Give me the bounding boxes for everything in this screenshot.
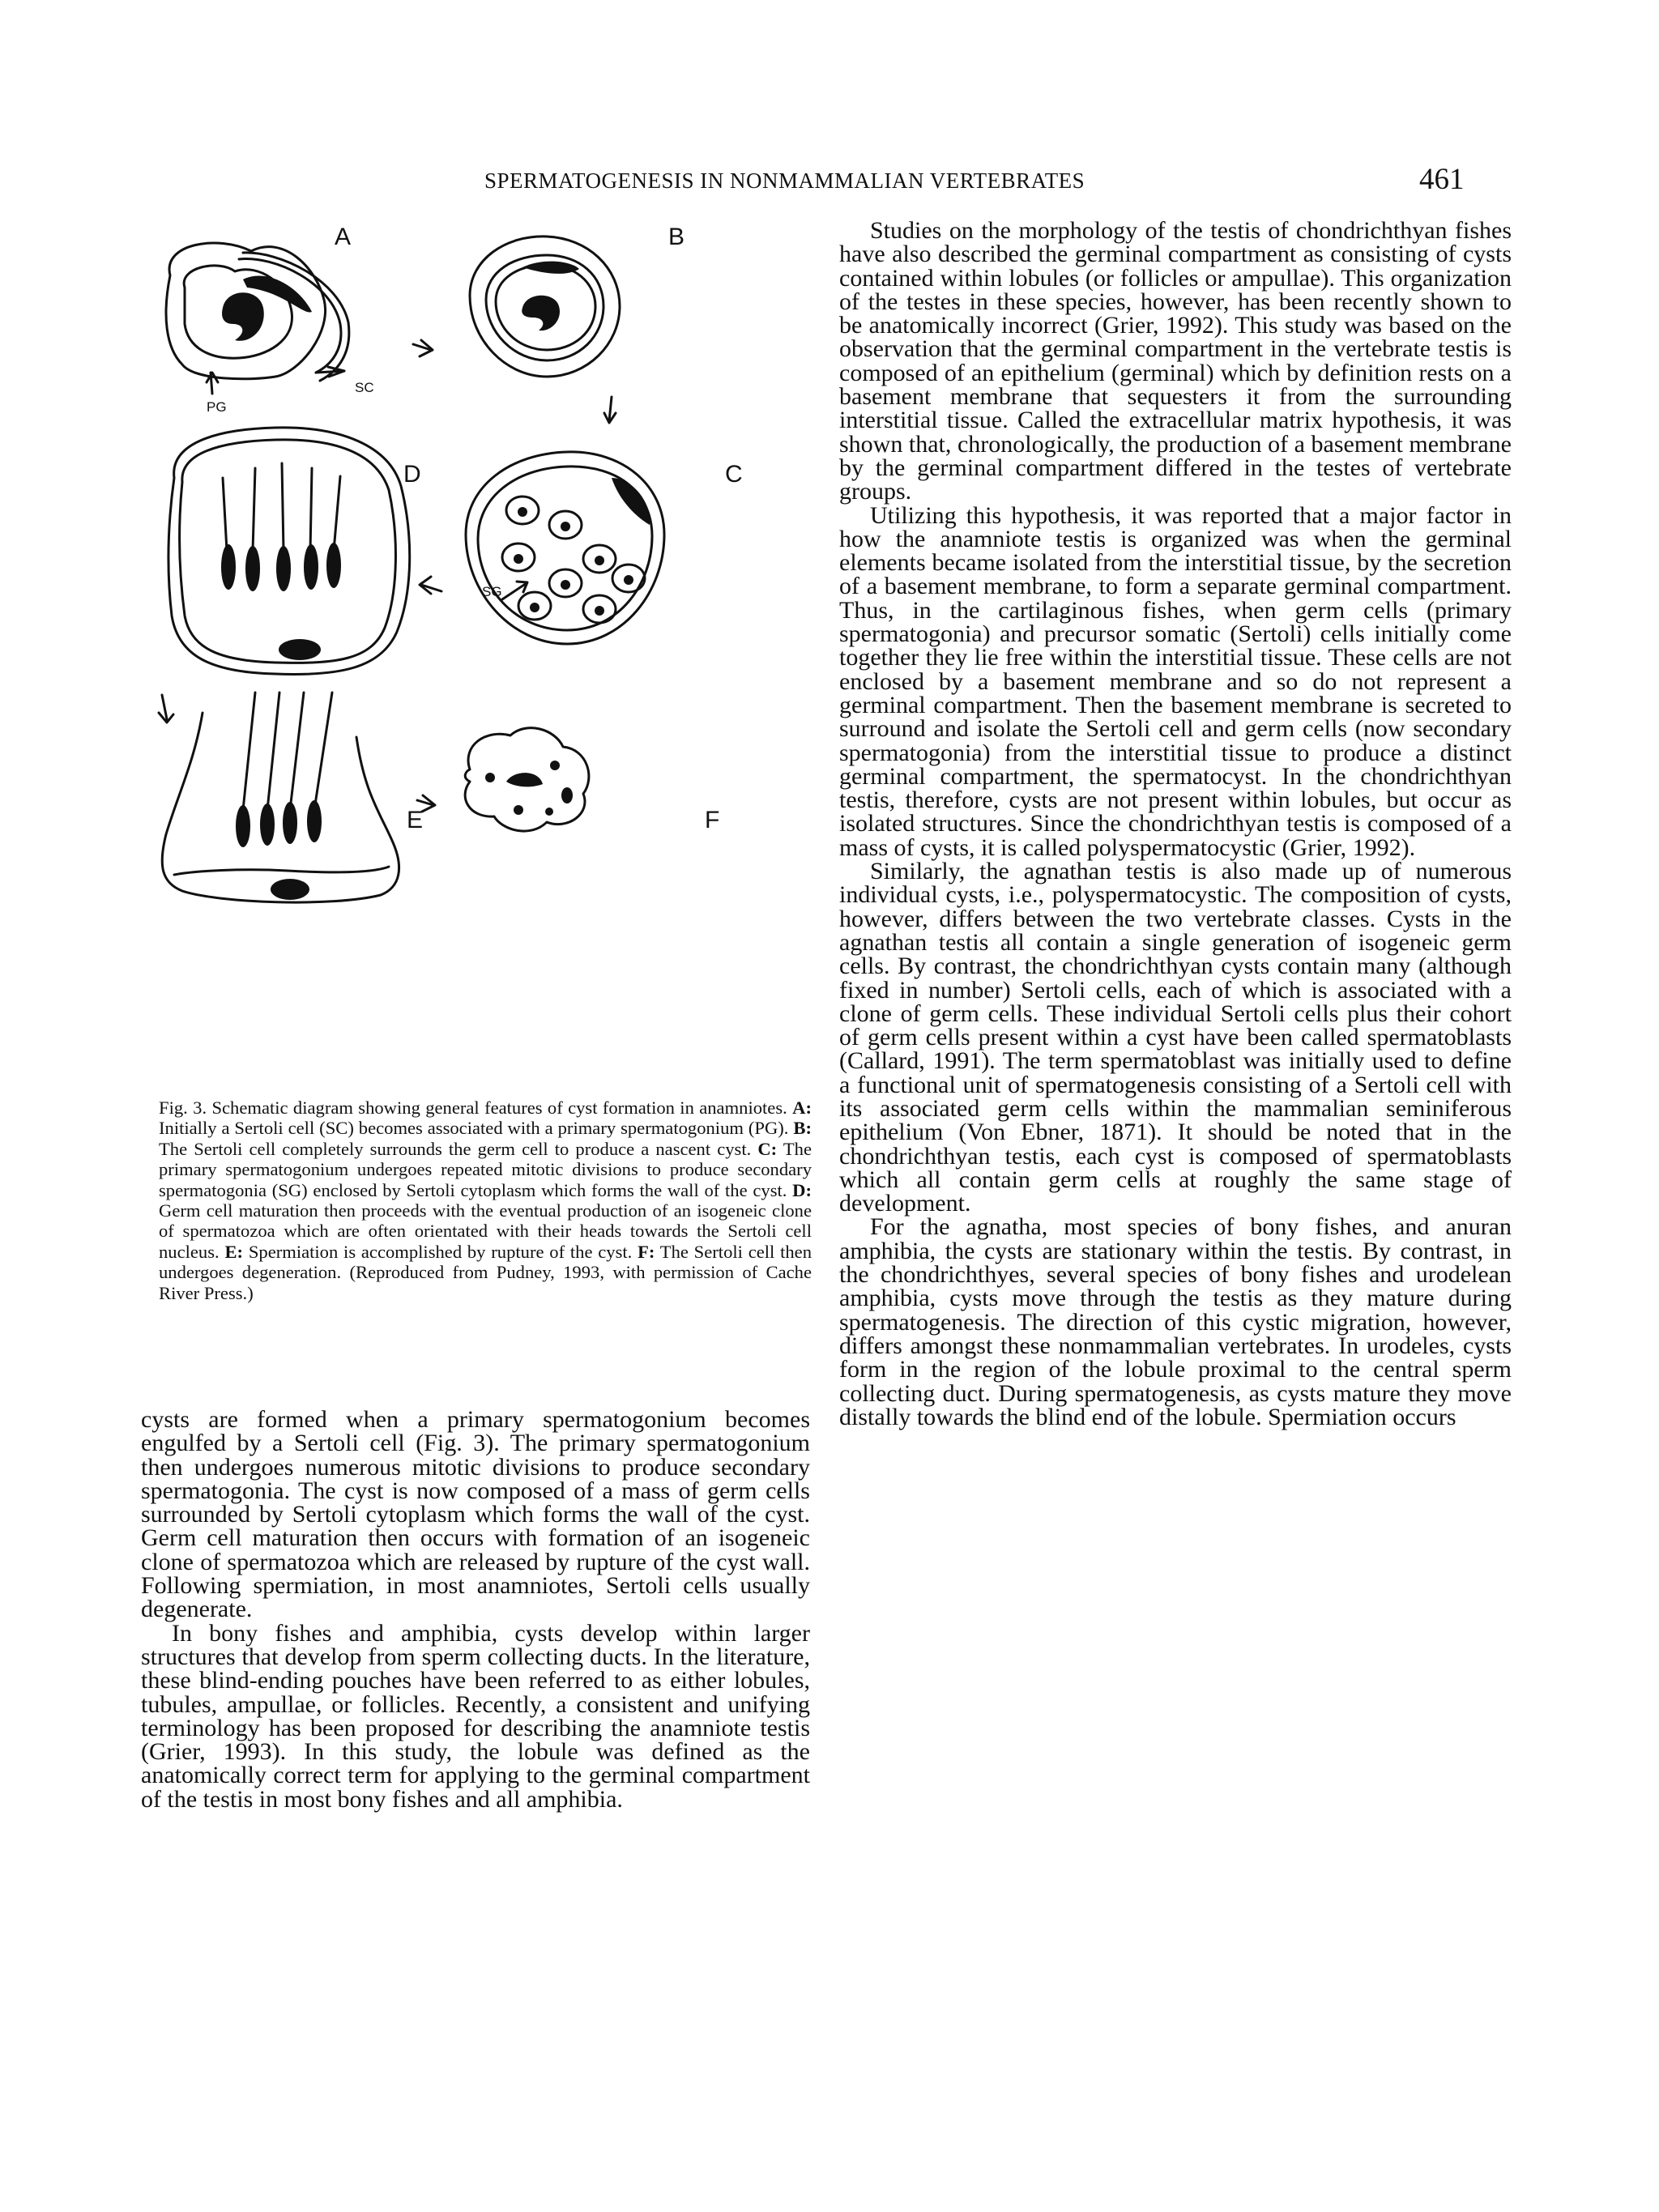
label-sg: SG xyxy=(482,584,502,599)
figure-caption xyxy=(159,1097,812,1303)
caption-e-text: Spermiation is accomplished by rupture of the cyst. xyxy=(248,1241,633,1262)
panel-label-b: B xyxy=(668,224,685,250)
label-sc: SC xyxy=(355,380,374,395)
cyst-formation-figure xyxy=(146,211,842,1093)
caption-a-label: A: xyxy=(792,1097,812,1118)
panel-label-f: F xyxy=(705,807,720,833)
caption-e-label: E: xyxy=(224,1241,244,1262)
paragraph: cysts are formed when a primary spermatogonium becomes engulfed by a Sertoli cell (Fig. 3). The primary spermatogonium then undergoes numerous mitotic divisions to produce secondary spermatogonia. The cyst is now composed of a mass of germ cells surrounded by Sertoli cytoplasm which forms the wall of the cyst. Germ cell maturation then occurs with formation of an isogeneic clone of spermatozoa which are released by rupture of the cyst wall. Following spermiation, in most anamniotes, Sertoli cells usually degenerate. xyxy=(141,1406,810,1623)
caption-f-label: F: xyxy=(638,1241,655,1262)
right-column xyxy=(839,219,1512,1429)
panel-e-drawing xyxy=(162,693,399,902)
caption-b-text: The Sertoli cell completely surrounds the germ cell to produce a nascent cyst. xyxy=(159,1138,752,1159)
paragraph: For the agnatha, most species of bony fishes, and anuran amphibia, the cysts are stationary within the testis. By contrast, in the chondrichthyes, several species of bony fishes and urodelean amphibia, cysts move through the testis as they mature during spermatogenesis. The direction of this cystic migration, however, differs amongst these nonmammalian vertebrates. In urodeles, cysts form in the region of the lobule proximal to the central sperm collecting duct. During spermatogenesis, as cysts mature they move distally towards the blind end of the lobule. Spermiation occurs xyxy=(839,1213,1512,1430)
label-pg: PG xyxy=(207,399,227,415)
panel-label-d: D xyxy=(403,461,421,488)
caption-f-text: The Sertoli cell then undergoes degeneration. (Reproduced from Pudney, 1993, with permission of Cache River Press.) xyxy=(159,1241,812,1303)
caption-intro: Schematic diagram showing general features of cyst formation in anamniotes. xyxy=(211,1097,787,1118)
caption-fig-number: Fig. 3. xyxy=(159,1097,207,1118)
panel-label-a: A xyxy=(335,224,352,250)
caption-d-label: D: xyxy=(792,1179,812,1200)
panel-d-drawing xyxy=(168,428,410,675)
left-column xyxy=(141,1408,810,1811)
panel-label-c: C xyxy=(725,461,743,488)
page-number: 461 xyxy=(1419,163,1465,196)
panel-c-drawing xyxy=(466,452,664,644)
running-head: SPERMATOGENESIS IN NONMAMMALIAN VERTEBRATES xyxy=(484,168,1085,193)
caption-c-text: The primary spermatogonium undergoes repeated mitotic divisions to produce secondary spermatogonia (SG) enclosed by Sertoli cytoplasm which forms the wall of the cyst. xyxy=(159,1138,812,1200)
caption-d-text: Germ cell maturation then proceeds with the eventual production of an isogeneic clone of spermatozoa which are often orientated with their heads towards the Sertoli cell nucleus. xyxy=(159,1200,812,1262)
caption-c-label: C: xyxy=(757,1138,778,1159)
caption-a-text: Initially a Sertoli cell (SC) becomes associated with a primary spermatogonium (PG). xyxy=(159,1118,789,1139)
caption-b-label: B: xyxy=(793,1118,812,1139)
paragraph: Utilizing this hypothesis, it was reported that a major factor in how the anamniote testis is organized was when the germinal elements became isolated from the interstitial tissue, by the secretion of a basement membrane, to form a separate germinal compartment. Thus, in the cartilaginous fishes, when germ cells (primary spermatogonia) and precursor somatic (Sertoli) cells initially come together they lie free within the interstitial tissue. These cells are not enclosed by a basement membrane and so do not represent a germinal compartment. Then the basement membrane is secreted to surround and isolate the Sertoli cell and germ cells (now secondary spermatogonia) from the interstitial tissue to produce a distinct germinal compartment, the spermatocyst. In the chondrichthyan testis, therefore, cysts are not present within lobules, but occur as isolated structures. Since the chondrichthyan testis is composed of a mass of cysts, it is called polyspermatocystic (Grier, 1992). xyxy=(839,501,1512,861)
paragraph: Studies on the morphology of the testis of chondrichthyan fishes have also described the germinal compartment as consisting of cysts contained within lobules (or follicles or ampullae). This organization of the testes in these species, however, has been recently shown to be anatomically incorrect (Grier, 1992). This study was based on the observation that the germinal compartment in the vertebrate testis is composed of an epithelium (germinal) which by definition rests on a basement membrane that sequesters it from the surrounding interstitial tissue. Called the extracellular matrix hypothesis, it was shown that, chronologically, the production of a basement membrane by the germinal compartment differed in the testes of vertebrate groups. xyxy=(839,217,1512,505)
paragraph: Similarly, the agnathan testis is also made up of numerous individual cysts, i.e., polyspermatocystic. The composition of cysts, however, differs between the two vertebrate classes. Cysts in the agnathan testis all contain a single generation of isogeneic germ cells. By contrast, the chondrichthyan cysts contain many (although fixed in number) Sertoli cells, each of which is associated with a clone of germ cells. These individual Sertoli cells plus their cohort of germ cells present within a cyst have been called spermatoblasts (Callard, 1991). The term spermatoblast was initially used to define a functional unit of spermatogenesis consisting of a Sertoli cell with its associated germ cells within the mammalian seminiferous epithelium (Von Ebner, 1871). It should be noted that in the chondrichthyan testis, each cyst is composed of spermatoblasts which all contain germ cells at roughly the same stage of development. xyxy=(839,858,1512,1217)
panel-label-e: E xyxy=(407,807,424,833)
paragraph: In bony fishes and amphibia, cysts develop within larger structures that develop from sperm collecting ducts. In the literature, these blind-ending pouches have been referred to as either lobules, tubules, ampullae, or follicles. Recently, a consistent and unifying terminology has been proposed for describing the anamniote testis (Grier, 1993). In this study, the lobule was defined as the anatomically correct term for applying to the germinal compartment of the testis in most bony fishes and all amphibia. xyxy=(141,1619,810,1813)
